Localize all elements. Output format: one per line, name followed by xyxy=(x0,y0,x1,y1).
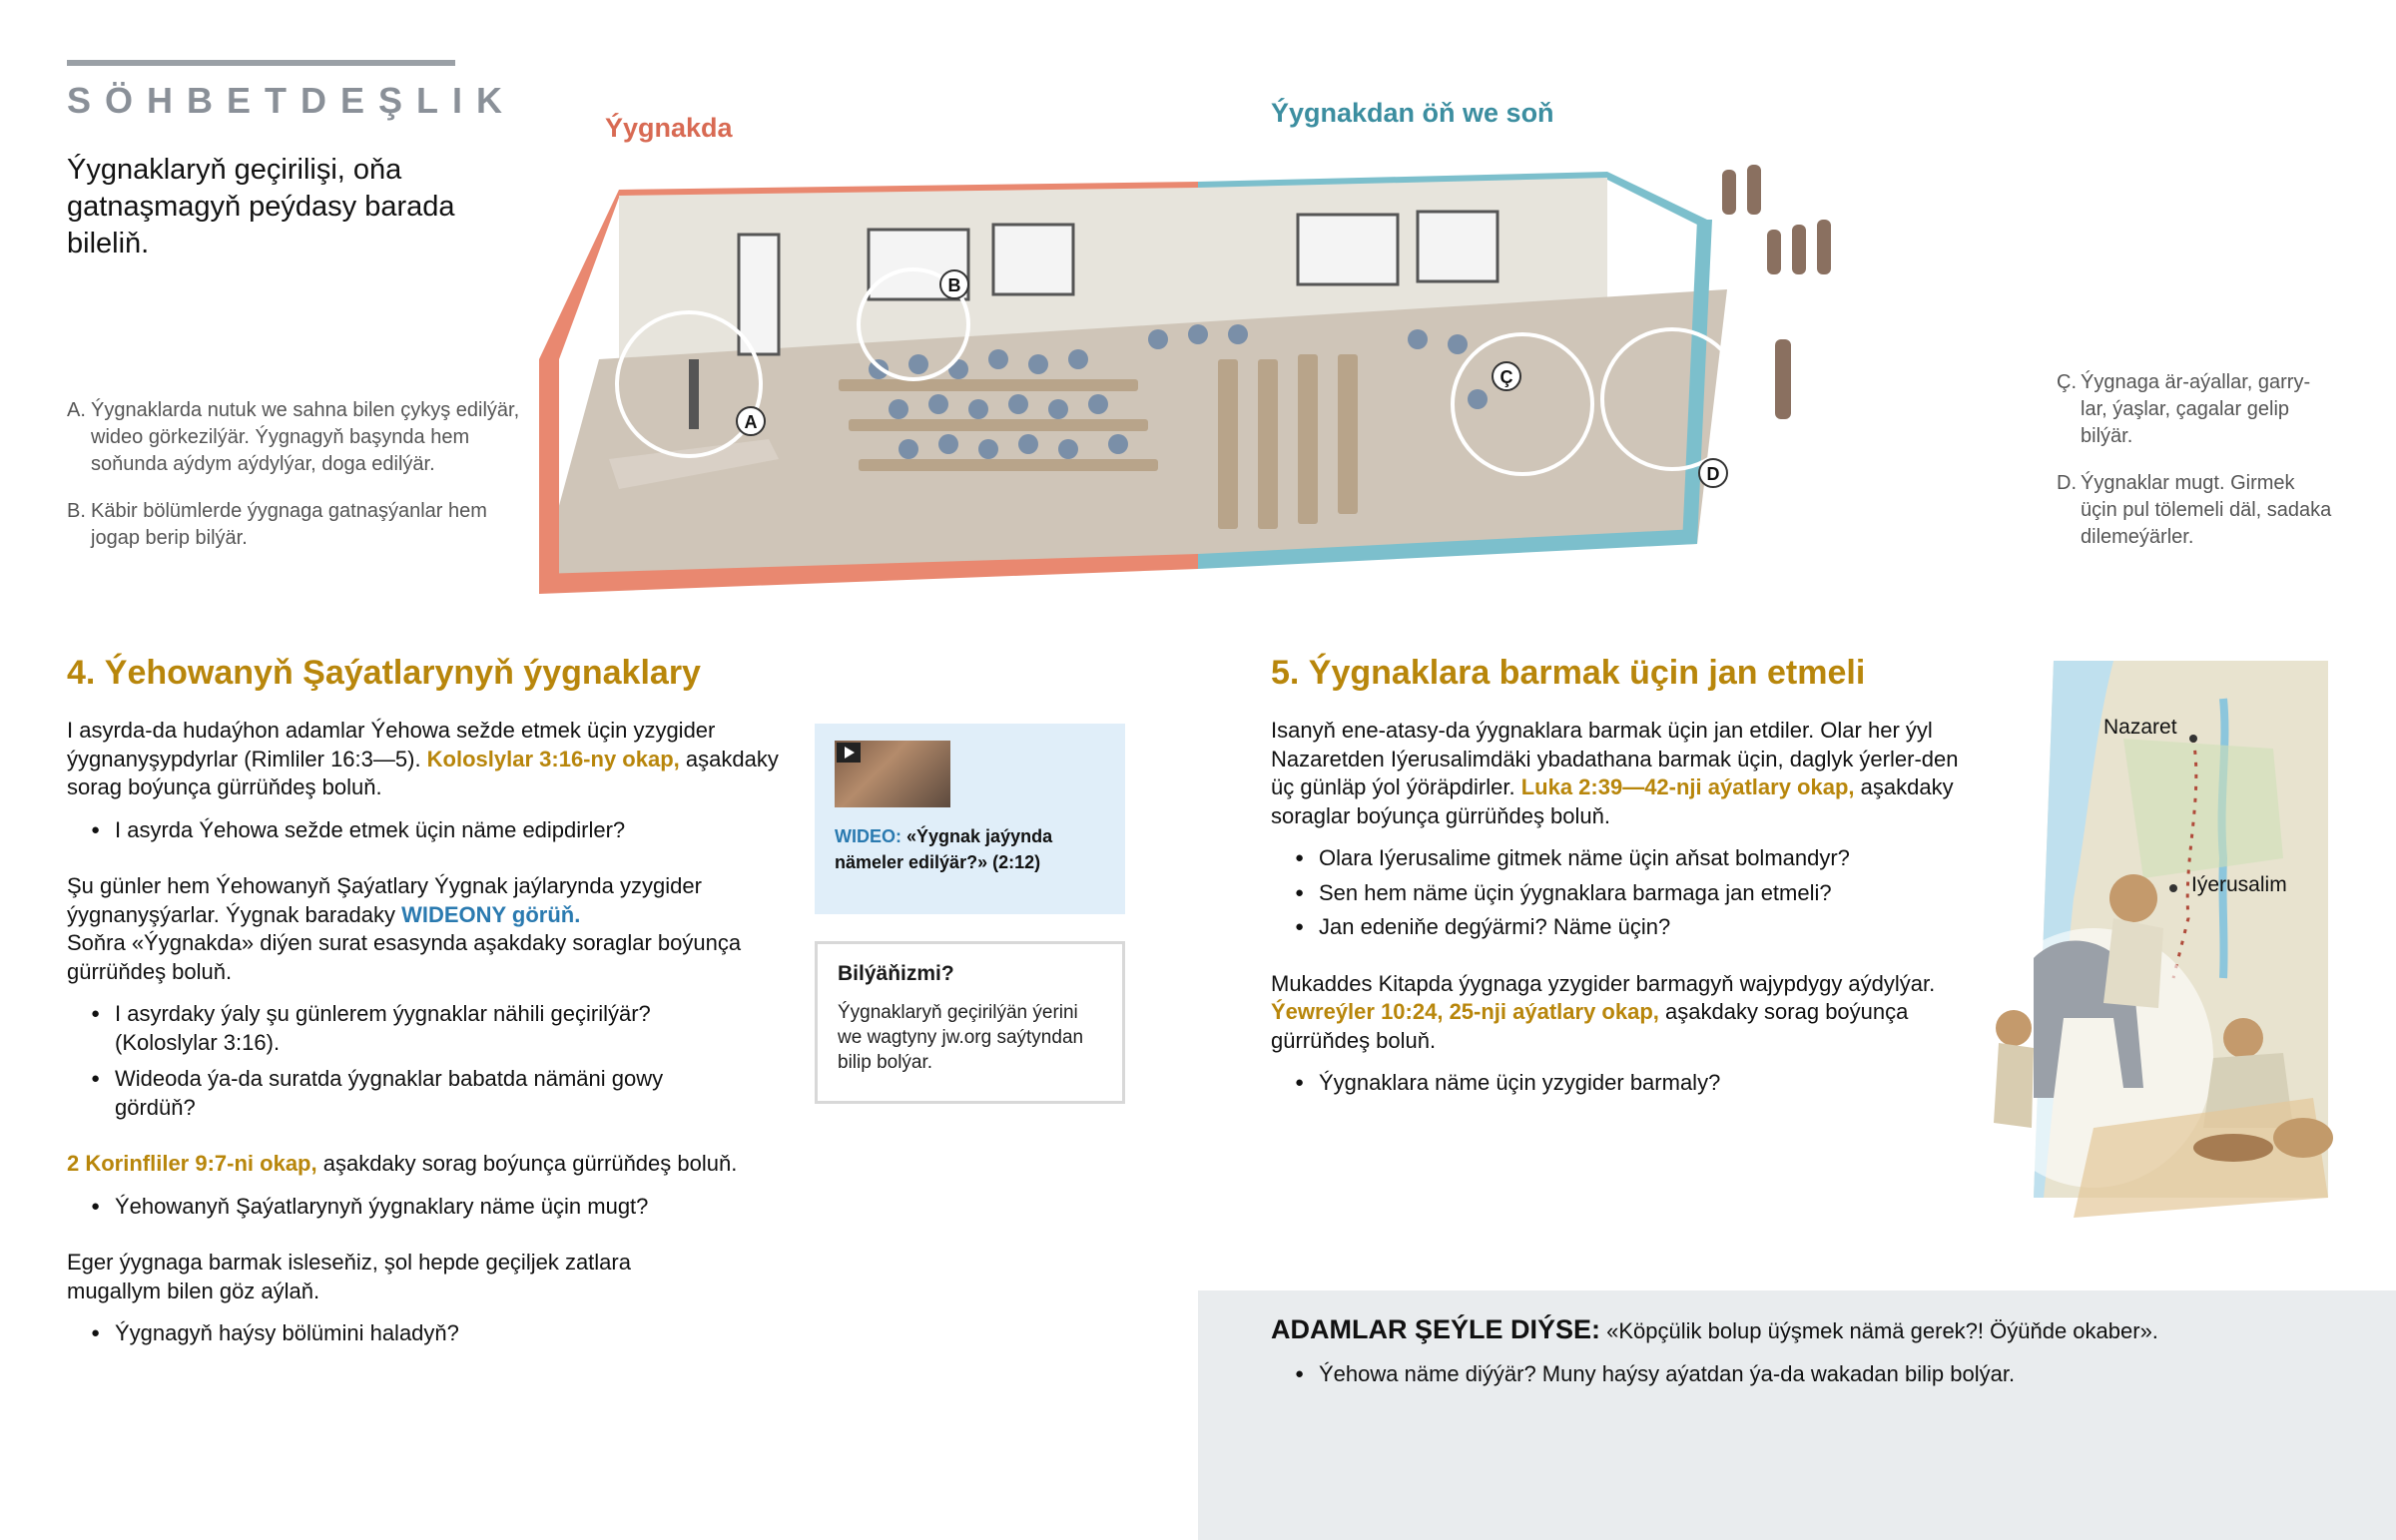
people-say-content xyxy=(1271,1315,2369,1388)
map-label-jerusalem: Iýerusalim xyxy=(2191,873,2287,896)
section-4-heading: 4. Ýehowanyň Şaýatlarynyň ýygnaklary xyxy=(67,654,701,692)
label-before-after-meeting: Ýygnakdan öň we soň xyxy=(1271,98,1554,128)
section-5-body xyxy=(1271,717,1970,1098)
question-item: ● Sen hem näme üçin ýygnaklara barmaga jan etmeli? xyxy=(1271,879,1970,908)
intro-text: Ýygnaklaryň geçirilişi, oňa gatnaşmagyň peýdasy barada bileliň. xyxy=(67,154,455,259)
section-4-paragraph-1: I asyrda-da hudaýhon adamlar Ýehowa sežde etmek üçin yzygider ýygnanyşypdyrlar (Rimliler 16:3—5). Koloslylar 3:16-ny okap, aşakdaky sorag boýunça gürrüňdeş boluň. xyxy=(67,718,779,799)
section-4-paragraph-4: Eger ýygnaga barmak isleseňiz, şol hepde geçiljek zatlara mugallym bilen göz aýlaň. xyxy=(67,1250,631,1303)
section-label: SÖHBETDEŞLIK xyxy=(67,80,517,121)
svg-text:D: D xyxy=(1706,464,1720,484)
question-item: ● Ýygnaklara näme üçin yzygider barmaly? xyxy=(1271,1069,1970,1098)
question-item: ● I asyrdaky ýaly şu günlerem ýygnaklar nähili geçirilýär? (Koloslylar 3:16). xyxy=(67,1000,686,1057)
people-say-line xyxy=(1271,1315,2369,1346)
question-item: ● Wideoda ýa-da suratda ýygnaklar babatda nämäni gowy gördüň? xyxy=(67,1065,686,1122)
question-item: ● Olara Iýerusalime gitmek näme üçin aňsat bolmandyr? xyxy=(1271,844,1970,873)
play-icon[interactable] xyxy=(837,743,861,763)
scripture-link-luke[interactable]: Luka 2:39—42-nji aýatlary okap, xyxy=(1520,774,1855,799)
marker-b xyxy=(940,270,968,298)
svg-text:B: B xyxy=(947,275,961,295)
section-5-paragraph-2: Mukaddes Kitapda ýygnaga yzygider barmagyň wajypdygy aýdylýar. Ýewreýler 10:24, 25-nji aýatlary okap, aşakdaky sorag boýunça gürrüňdeş boluň. xyxy=(1271,970,1936,1053)
scripture-link-hebrews[interactable]: Ýewreýler 10:24, 25-nji aýatlary okap, xyxy=(1271,999,1659,1024)
journey-map-illustration xyxy=(1974,659,2333,1258)
marker-a xyxy=(737,407,765,435)
label-during-meeting: Ýygnakda xyxy=(605,113,733,143)
question-item: ● Ýygnagyň haýsy bölümini haladyň? xyxy=(67,1319,786,1348)
scripture-link-corinthians[interactable]: 2 Korinfliler 9:7-ni okap, xyxy=(67,1151,317,1176)
people-say-quote: «Köpçülik bolup üýşmek nämä gerek?! Öýüňde okaber». xyxy=(1600,1318,2158,1343)
video-box[interactable] xyxy=(815,724,1125,914)
video-caption: WIDEO: «Ýygnak jaýynda nämeler edilýär?» (2:12) xyxy=(835,826,1053,872)
header-rule xyxy=(67,60,455,66)
did-you-know-text: Ýygnaklaryň geçirilýän ýerini we wagtyny jw.org saýtyndan bilip bolýar. xyxy=(838,1002,1084,1073)
svg-text:Ç: Ç xyxy=(1499,367,1513,387)
did-you-know-box xyxy=(815,941,1125,1104)
svg-text:A: A xyxy=(744,412,758,432)
captions-left xyxy=(67,397,526,572)
question-item: ● Ýehowa näme diýýär? Muny haýsy aýatdan ýa-da wakadan bilip bolýar. xyxy=(1271,1360,2369,1389)
marker-c xyxy=(1493,362,1520,390)
did-you-know-title: Bilýäňizmi? xyxy=(838,962,954,985)
section-4-paragraph-2: Şu günler hem Ýehowanyň Şaýatlary Ýygnak jaýlarynda yzygider ýygnanyşýarlar. Ýygnak baradaky WIDEONY görüň. Soňra «Ýygnakda» diýen surat esasynda aşakdaky soraglar boýunça gürrüňdeş boluň. xyxy=(67,873,742,984)
caption-c: Ç. Ýygnaga är-aýallar, garry-lar, ýaşlar, çagalar gelip bilýär. xyxy=(2057,371,2311,447)
caption-a: A. Ýygnaklarda nutuk we sahna bilen çykyş edilýär, wideo görkezilýär. Ýygnagyň başynda hem soňunda aýdym aýdylýar, doga edilýär. xyxy=(67,399,520,475)
caption-d: D. Ýygnaklar mugt. Girmek üçin pul tölemeli däl, sadaka dilemeýärler. xyxy=(2057,472,2332,548)
video-link[interactable]: WIDEONY görüň. xyxy=(401,901,581,927)
question-item: ● Jan edeniňe degýärmi? Näme üçin? xyxy=(1271,913,1970,942)
caption-b: B. Käbir bölümlerde ýygnaga gatnaşýanlar hem jogap berip bilýär. xyxy=(67,500,487,549)
kingdom-hall-illustration xyxy=(519,160,2037,609)
section-5-heading: 5. Ýygnaklara barmak üçin jan etmeli xyxy=(1271,654,1866,692)
question-item: ● Ýehowanyň Şaýatlarynyň ýygnaklary näme üçin mugt? xyxy=(67,1193,786,1222)
video-thumbnail[interactable] xyxy=(835,741,950,807)
section-4-paragraph-3: 2 Korinfliler 9:7-ni okap, aşakdaky sorag boýunça gürrüňdeş boluň. xyxy=(67,1151,738,1176)
section-4-body xyxy=(67,717,786,1348)
question-item: ● I asyrda Ýehowa sežde etmek üçin näme edipdirler? xyxy=(67,816,786,845)
people-say-label: ADAMLAR ŞEÝLE DIÝSE: xyxy=(1271,1314,1601,1344)
scripture-link-colossians[interactable]: Koloslylar 3:16-ny okap, xyxy=(426,746,680,771)
marker-d xyxy=(1699,459,1727,487)
map-label-nazareth: Nazaret xyxy=(2103,716,2177,739)
section-5-paragraph-1: Isanyň ene-atasy-da ýygnaklara barmak üçin jan etdiler. Olar her ýyl Nazaretden Iýerusalimdäki ybadathana barmak üçin, daglyk ýerler-den üç günläp ýol ýöräpdirler. Luka 2:39—42-nji aýatlary okap, aşakdaky soraglar boýunça gürrüňdeş boluň. xyxy=(1271,718,1959,828)
captions-right xyxy=(2057,369,2336,571)
